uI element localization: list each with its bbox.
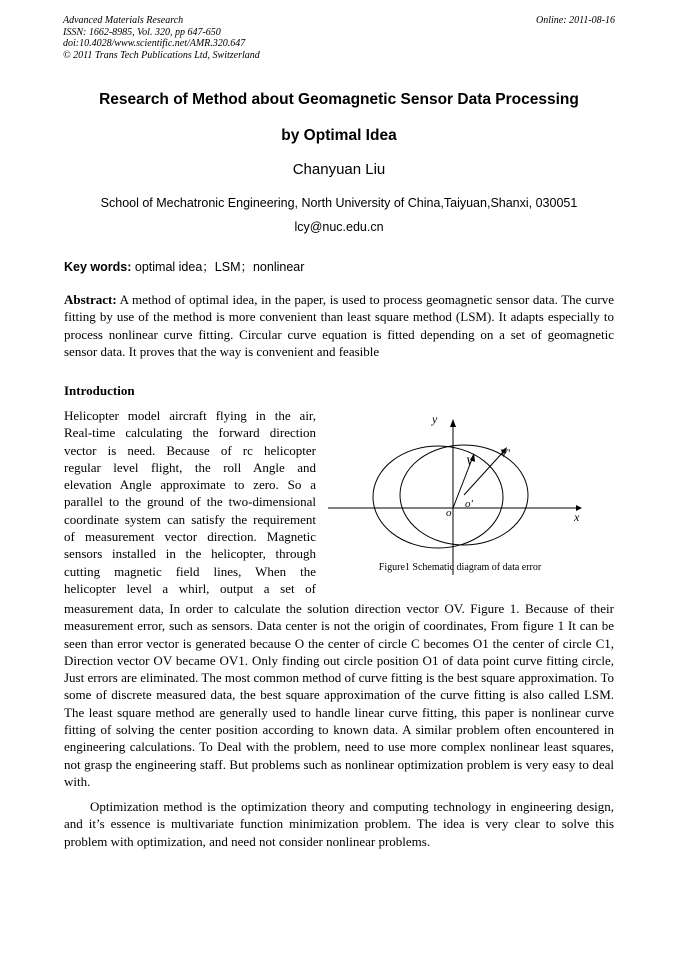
intro-wrapped-text	[64, 407, 316, 597]
abstract-label: Abstract:	[64, 292, 117, 307]
intro-line: of measurement vector direction. Magnetic	[64, 529, 316, 545]
issn-info: ISSN: 1662-8985, Vol. 320, pp 647-650	[63, 26, 221, 38]
intro-line: parallel to the ground of the two-dimensional	[64, 494, 316, 510]
intro-paragraph-2: Optimization method is the optimization theory and computing technology in engineering design, and it’s essence is multivariate function minimization problem. The idea is very clear to solve this problem with optimization, and need not consider nonlinear problems.	[64, 799, 614, 849]
intro-line: coordinate system can satisfy the requirement	[64, 511, 316, 527]
intro-line: vector is need. Because of rc helicopter	[64, 442, 316, 458]
intro-line: elevation Angle approximate to zero. So a	[64, 477, 316, 493]
label-vector-v: V	[466, 454, 474, 468]
intro-line: regular level flight, the roll Angle and	[64, 459, 316, 475]
journal-name: Advanced Materials Research	[63, 15, 184, 26]
intro-line: Real-time calculating the forward direction	[64, 425, 316, 441]
figure-1-diagram	[320, 405, 590, 585]
keywords-label: Key words:	[64, 260, 132, 274]
keywords-text: optimal idea；LSM；nonlinear	[134, 260, 305, 274]
paper-title-line-2: by Optimal Idea	[281, 127, 397, 144]
copyright-line: © 2011 Trans Tech Publications Ltd, Switzerland	[63, 49, 260, 61]
intro-line: Helicopter model aircraft flying in the air,	[64, 408, 316, 423]
intro-line: helicopter level a whirl, output a set of	[64, 580, 316, 596]
affiliation: School of Mechatronic Engineering, North University of China,Taiyuan,Shanxi, 030051	[100, 196, 578, 210]
intro-line: cutting magnetic field lines, When the	[64, 563, 316, 579]
label-origin-o: o	[446, 507, 452, 519]
figure-1-caption: Figure1 Schematic diagram of data error	[378, 562, 542, 573]
label-center-o1: o'	[465, 498, 473, 510]
online-date: Online: 2011-08-16	[536, 15, 615, 26]
label-x: x	[574, 510, 580, 524]
circle-c	[373, 446, 503, 548]
page-header	[63, 15, 615, 61]
author-email[interactable]: lcy@nuc.edu.cn	[294, 220, 384, 234]
author-name: Chanyuan Liu	[292, 161, 386, 178]
doi-link[interactable]: doi:10.4028/www.scientific.net/AMR.320.647	[63, 38, 246, 49]
y-axis-arrow	[450, 419, 456, 427]
section-heading-introduction: Introduction	[64, 383, 135, 398]
intro-line: sensors installed in the helicopter, through	[64, 546, 316, 562]
label-vector-v1: V'	[500, 446, 510, 460]
paper-title-line-1: Research of Method about Geomagnetic Sensor Data Processing	[99, 91, 579, 108]
keywords	[64, 257, 304, 275]
abstract-text: A method of optimal idea, in the paper, is used to process geomagnetic sensor data. The curve fitting by use of the method is more convenient than least square method (LSM). It adapts especially to process nonlinear curve fitting. Circular curve equation is fitted depending on a set of geomagnetic sensor data. It proves that the way is convenient and feasible	[64, 292, 614, 359]
abstract	[64, 291, 614, 360]
label-y: y	[432, 412, 438, 426]
intro-body-continued: measurement data, In order to calculate the solution direction vector OV. Figure 1. Because of their measurement error, such as sensors. Data center is not the origin of coordinates, From figure 1 It can be seen than error vector is generated because O the center of circle C becomes O1 the center of circle C1, Direction vector OV became OV1. Only finding out circle position O1 of data point curve fitting circle, Just errors are eliminated. The most common method of curve fitting is the best square approximation. To some of discrete measured data, the best square approximation of the curve fitting is also called LSM. The least square method are generally used to handle linear curve fitting, this paper is nonlinear curve fitting of solving the center position according to known data. A similar problem often encountered in engineering calculations. To Deal with the problem, need to use more complex nonlinear least squares, not grasp the engineering staff. But problems such as nonlinear optimization problem is very easy to deal with.	[64, 601, 614, 789]
